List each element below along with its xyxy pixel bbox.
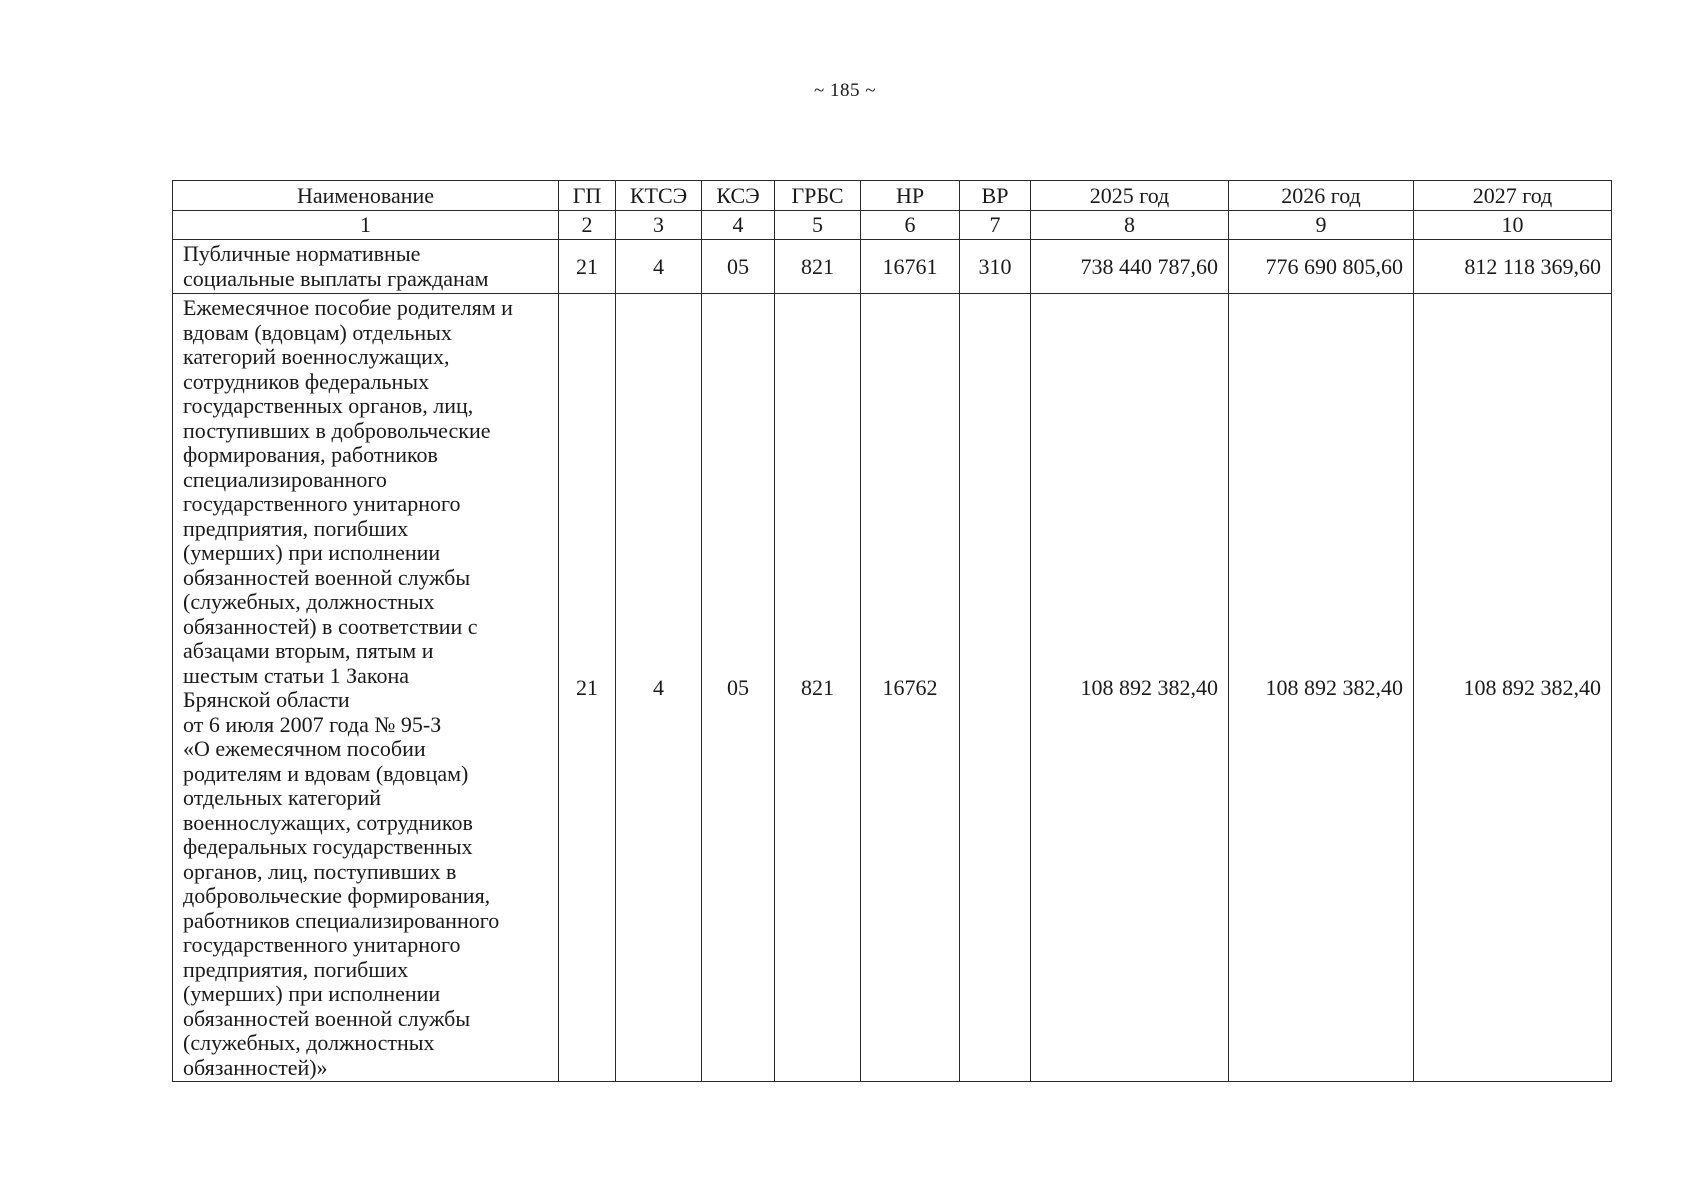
column-number: 3 [616, 211, 702, 240]
header-2026: 2026 год [1229, 181, 1414, 211]
gp-cell: 21 [559, 240, 616, 294]
column-number: 10 [1414, 211, 1612, 240]
row-name-line: государственного унитарного [183, 932, 461, 957]
row-name-line: Брянской области [183, 687, 350, 712]
ktse-cell: 4 [616, 240, 702, 294]
header-kse: КСЭ [702, 181, 775, 211]
row-name-line: абзацами вторым, пятым и [183, 638, 434, 663]
grbs-cell: 821 [775, 294, 861, 1082]
kse-cell: 05 [702, 240, 775, 294]
row-name-line: формирования, работников [183, 442, 438, 467]
column-number: 1 [173, 211, 559, 240]
row-name-line: вдовам (вдовцам) отдельных [183, 319, 452, 345]
row-name-line: федеральных государственных [183, 834, 473, 859]
row-name-line: добровольческие формирования, [183, 883, 491, 908]
row-name-line: обязанностей)» [183, 1054, 328, 1080]
row-name-line: шестым статьи 1 Закона [183, 662, 409, 688]
row-name-line: «О ежемесячном пособии [183, 736, 426, 761]
grbs-cell: 821 [775, 240, 861, 294]
amount-2027-cell: 108 892 382,40 [1414, 294, 1612, 1082]
amount-2025-cell: 108 892 382,40 [1031, 294, 1229, 1082]
gp-cell: 21 [559, 294, 616, 1082]
table-row [173, 294, 1612, 1082]
row-name-line: работников специализированного [183, 907, 500, 933]
row-name-cell [173, 294, 559, 1082]
header-2025: 2025 год [1031, 181, 1229, 211]
row-name-line: обязанностей) в соответствии с [183, 613, 478, 639]
amount-2025-cell: 738 440 787,60 [1031, 240, 1229, 294]
column-number: 8 [1031, 211, 1229, 240]
row-name-line: сотрудников федеральных [183, 368, 430, 394]
column-number: 4 [702, 211, 775, 240]
row-name-line: родителям и вдовам (вдовцам) [183, 760, 469, 786]
row-name-line: поступивших в добровольческие [183, 417, 491, 443]
row-name-line: органов, лиц, поступивших в [183, 858, 457, 884]
row-name-line: от 6 июля 2007 года № 95-З [183, 711, 442, 737]
row-name-line: специализированного [183, 466, 387, 492]
row-name-line: Публичные нормативные [183, 241, 421, 266]
header-gp: ГП [559, 181, 616, 211]
column-number-row [173, 211, 1612, 240]
row-name-line: категорий военнослужащих, [183, 344, 450, 369]
column-number: 6 [861, 211, 960, 240]
row-name-line: предприятия, погибших [183, 956, 409, 982]
header-vr: ВР [960, 181, 1031, 211]
header-name: Наименование [173, 181, 559, 211]
row-name-line: (умерших) при исполнении [183, 981, 441, 1006]
row-name-line: (служебных, должностных [183, 1030, 435, 1055]
header-ktse: КТСЭ [616, 181, 702, 211]
header-row [173, 181, 1612, 211]
row-name-line: предприятия, погибших [183, 515, 409, 541]
amount-2027-cell: 812 118 369,60 [1414, 240, 1612, 294]
row-name-cell [173, 240, 559, 294]
column-number: 9 [1229, 211, 1414, 240]
amount-2026-cell: 108 892 382,40 [1229, 294, 1414, 1082]
ktse-cell: 4 [616, 294, 702, 1082]
row-name-line: (служебных, должностных [183, 589, 435, 614]
vr-cell: 310 [960, 240, 1031, 294]
column-number: 5 [775, 211, 861, 240]
header-grbs: ГРБС [775, 181, 861, 211]
row-name-line: отдельных категорий [183, 785, 382, 810]
row-name-line: государственного унитарного [183, 491, 461, 516]
header-2027: 2027 год [1414, 181, 1612, 211]
row-name-line: военнослужащих, сотрудников [183, 809, 473, 835]
nr-cell: 16762 [861, 294, 960, 1082]
row-name-line: обязанностей военной службы [183, 1005, 471, 1031]
row-name-line: социальные выплаты гражданам [183, 265, 489, 291]
row-name-line: государственных органов, лиц, [183, 393, 474, 418]
header-nr: НР [861, 181, 960, 211]
row-name-line: (умерших) при исполнении [183, 540, 441, 565]
page-number: ~ 185 ~ [813, 80, 877, 101]
column-number: 2 [559, 211, 616, 240]
vr-cell [960, 294, 1031, 1082]
row-name-line: Ежемесячное пособие родителям и [183, 295, 513, 320]
kse-cell: 05 [702, 294, 775, 1082]
nr-cell: 16761 [861, 240, 960, 294]
budget-table [172, 180, 1612, 1082]
table-row [173, 240, 1612, 294]
row-name-line: обязанностей военной службы [183, 564, 471, 590]
amount-2026-cell: 776 690 805,60 [1229, 240, 1414, 294]
column-number: 7 [960, 211, 1031, 240]
